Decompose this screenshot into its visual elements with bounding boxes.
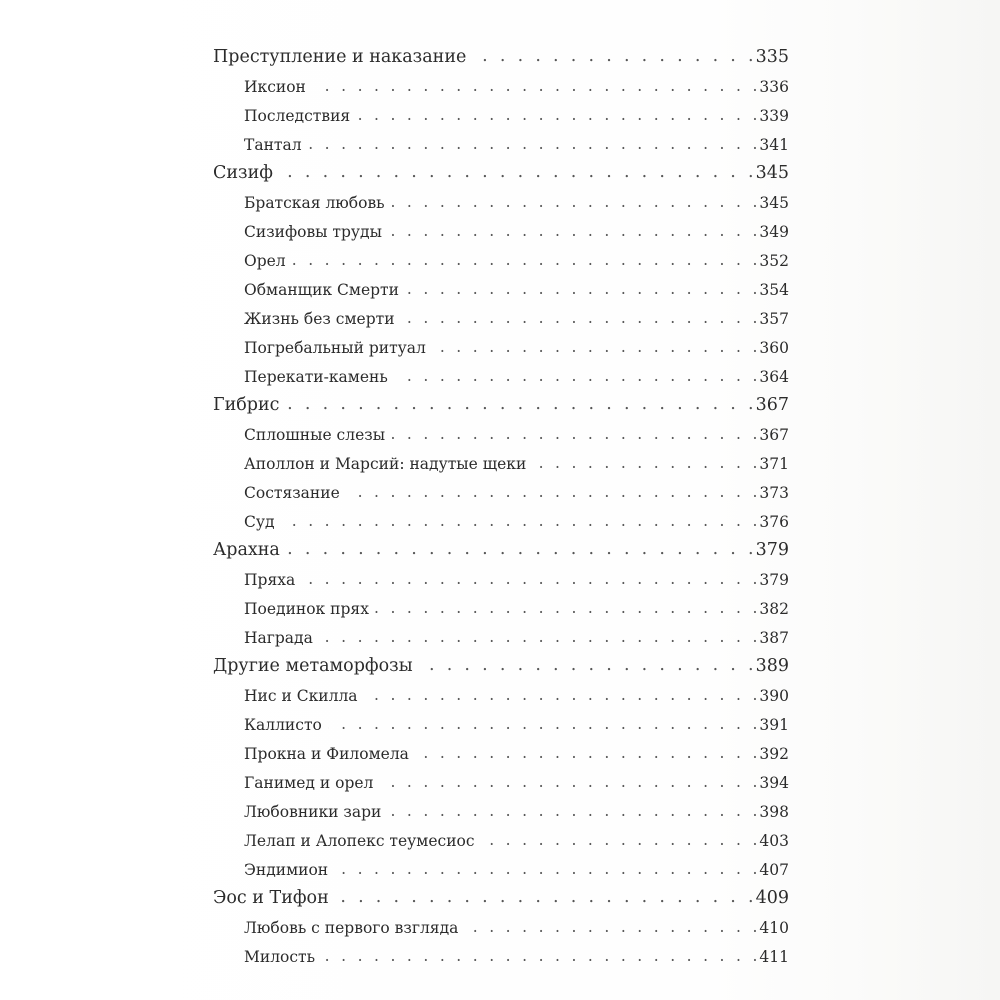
toc-section-entry	[213, 299, 789, 328]
toc-page-number: 411	[759, 948, 789, 966]
dot-leader	[301, 570, 757, 589]
toc-entry-title: Любовь с первого взгляда	[244, 919, 459, 937]
toc-section-entry	[213, 357, 789, 386]
toc-section-entry	[213, 212, 789, 241]
toc-section-entry	[213, 792, 789, 821]
toc-entry-title: Сплошные слезы	[244, 426, 386, 444]
toc-page-number: 379	[759, 571, 789, 589]
dot-leader	[388, 222, 757, 241]
toc-page-number: 367	[755, 395, 789, 415]
toc-section-entry	[213, 67, 789, 96]
toc-section-entry	[213, 270, 789, 299]
toc-entry-title: Каллисто	[244, 716, 322, 734]
dot-leader	[415, 744, 757, 763]
toc-section-entry	[213, 850, 789, 879]
toc-section-entry	[213, 618, 789, 647]
toc-page-number: 354	[759, 281, 789, 299]
toc-page-number: 410	[759, 919, 789, 937]
toc-chapter-entry	[213, 154, 789, 183]
dot-leader	[391, 425, 757, 444]
toc-page-number: 371	[759, 455, 789, 473]
toc-entry-title: Другие метаморфозы	[213, 656, 413, 676]
dot-leader	[319, 628, 758, 647]
toc-page-number: 382	[759, 600, 789, 618]
toc-page-number: 392	[759, 745, 789, 763]
toc-chapter-entry	[213, 531, 789, 560]
toc-page-number: 367	[759, 426, 789, 444]
toc-section-entry	[213, 763, 789, 792]
toc-page-number: 398	[759, 803, 789, 821]
dot-leader	[405, 280, 757, 299]
toc-page-number: 403	[759, 832, 789, 850]
toc-section-entry	[213, 705, 789, 734]
toc-entry-title: Орел	[244, 252, 286, 270]
toc-page-number: 360	[759, 339, 789, 357]
toc-page-number: 390	[759, 687, 789, 705]
toc-section-entry	[213, 96, 789, 125]
toc-entry-title: Гибрис	[213, 395, 280, 415]
dot-leader	[375, 599, 757, 618]
toc-entry-title: Милость	[244, 948, 316, 966]
toc-entry-title: Ганимед и орел	[244, 774, 374, 792]
dot-leader	[321, 947, 757, 966]
toc-entry-title: Преступление и наказание	[213, 47, 467, 67]
toc-entry-title: Любовники зари	[244, 803, 382, 821]
toc-entry-title: Аполлон и Марсий: надутые щеки	[244, 455, 527, 473]
toc-entry-title: Арахна	[213, 540, 280, 560]
dot-leader	[472, 46, 753, 67]
dot-leader	[285, 394, 753, 415]
toc-section-entry	[213, 676, 789, 705]
toc-page-number: 409	[755, 888, 789, 908]
toc-entry-title: Суд	[244, 513, 275, 531]
toc-entry-title: Награда	[244, 629, 313, 647]
dot-leader	[286, 539, 754, 560]
toc-entry-title: Сизифовы труды	[244, 223, 382, 241]
toc-entry-title: Прокна и Филомела	[244, 745, 409, 763]
toc-page-number: 387	[759, 629, 789, 647]
toc-entry-title: Эос и Тифон	[213, 888, 329, 908]
dot-leader	[346, 483, 758, 502]
dot-leader	[281, 512, 758, 531]
toc-entry-title: Обманщик Смерти	[244, 281, 399, 299]
toc-section-entry	[213, 183, 789, 212]
table-of-contents	[213, 38, 789, 966]
toc-page-number: 341	[759, 136, 789, 154]
dot-leader	[394, 367, 758, 386]
dot-leader	[364, 686, 758, 705]
toc-entry-title: Состязание	[244, 484, 340, 502]
dot-leader	[334, 860, 757, 879]
toc-entry-title: Поединок прях	[244, 600, 369, 618]
toc-section-entry	[213, 502, 789, 531]
toc-section-entry	[213, 589, 789, 618]
dot-leader	[328, 715, 758, 734]
dot-leader	[532, 454, 757, 473]
dot-leader	[308, 135, 758, 154]
dot-leader	[379, 773, 757, 792]
toc-section-entry	[213, 821, 789, 850]
dot-leader	[292, 251, 758, 270]
toc-chapter-entry	[213, 386, 789, 415]
toc-page-number: 345	[759, 194, 789, 212]
toc-section-entry	[213, 908, 789, 937]
toc-section-entry	[213, 415, 789, 444]
toc-page-number: 357	[759, 310, 789, 328]
dot-leader	[335, 887, 754, 908]
toc-entry-title: Сизиф	[213, 163, 273, 183]
toc-entry-title: Перекати-камень	[244, 368, 388, 386]
toc-page-number: 373	[759, 484, 789, 502]
toc-entry-title: Тантал	[244, 136, 302, 154]
toc-entry-title: Эндимион	[244, 861, 329, 879]
dot-leader	[464, 918, 757, 937]
toc-section-entry	[213, 444, 789, 473]
toc-section-entry	[213, 241, 789, 270]
dot-leader	[401, 309, 758, 328]
dot-leader	[387, 802, 757, 821]
toc-page-number: 336	[759, 78, 789, 96]
toc-page-number: 335	[755, 47, 789, 67]
toc-entry-title: Иксион	[244, 78, 306, 96]
toc-page-number: 376	[759, 513, 789, 531]
toc-page-number: 364	[759, 368, 789, 386]
toc-chapter-entry	[213, 38, 789, 67]
dot-leader	[432, 338, 758, 357]
dot-leader	[391, 193, 758, 212]
toc-entry-title: Пряха	[244, 571, 296, 589]
toc-section-entry	[213, 473, 789, 502]
toc-entry-title: Братская любовь	[244, 194, 385, 212]
dot-leader	[419, 655, 754, 676]
toc-page-number: 389	[755, 656, 789, 676]
dot-leader	[312, 77, 758, 96]
toc-page-number: 391	[759, 716, 789, 734]
dot-leader	[279, 162, 754, 183]
toc-page-number: 339	[759, 107, 789, 125]
toc-page-number: 407	[759, 861, 789, 879]
toc-entry-title: Нис и Скилла	[244, 687, 358, 705]
toc-page-number: 379	[755, 540, 789, 560]
toc-section-entry	[213, 328, 789, 357]
toc-entry-title: Последствия	[244, 107, 351, 125]
toc-page-number: 394	[759, 774, 789, 792]
toc-section-entry	[213, 734, 789, 763]
dot-leader	[356, 106, 757, 125]
toc-chapter-entry	[213, 879, 789, 908]
toc-entry-title: Лелап и Алопекс теумесиос	[244, 832, 475, 850]
dot-leader	[481, 831, 758, 850]
toc-page-number: 345	[755, 163, 789, 183]
toc-section-entry	[213, 937, 789, 966]
toc-section-entry	[213, 560, 789, 589]
toc-entry-title: Погребальный ритуал	[244, 339, 426, 357]
toc-page-number: 352	[759, 252, 789, 270]
toc-chapter-entry	[213, 647, 789, 676]
toc-entry-title: Жизнь без смерти	[244, 310, 395, 328]
toc-page-number: 349	[759, 223, 789, 241]
toc-section-entry	[213, 125, 789, 154]
